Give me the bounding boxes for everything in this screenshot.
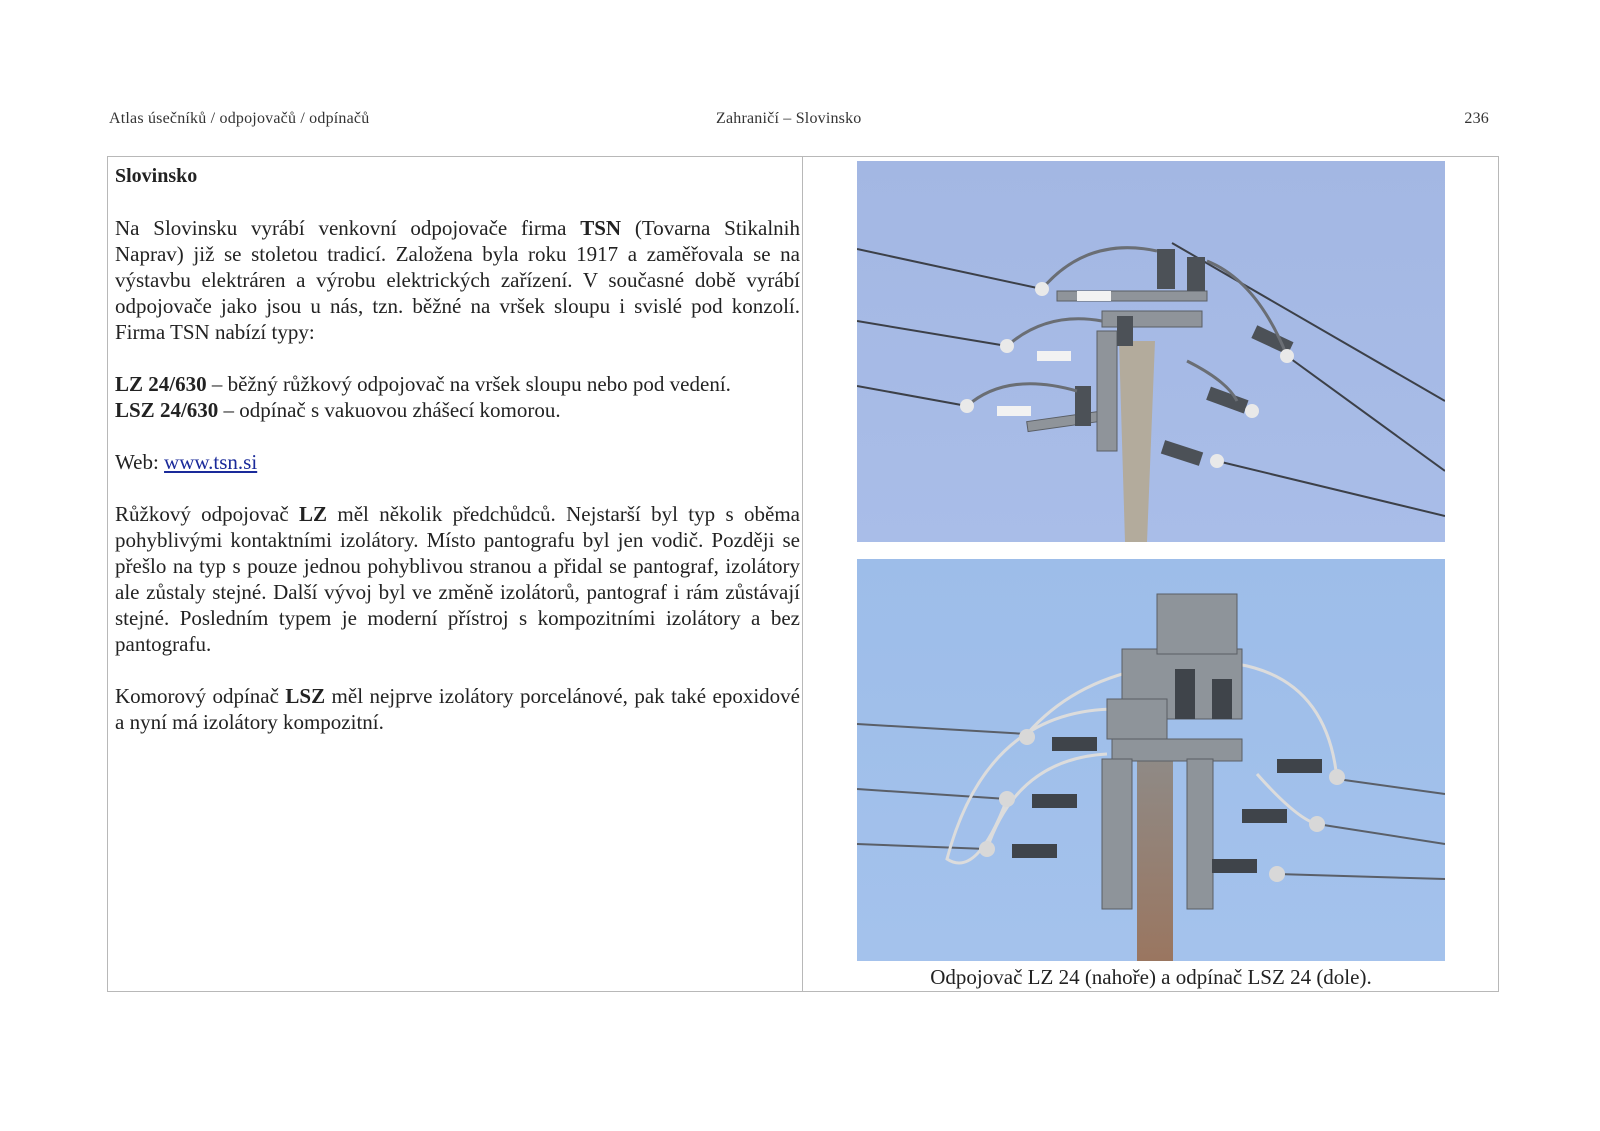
history-paragraph: Růžkový odpojovač LZ měl několik předchůdců. Nejstarší byl typ s oběma pohyblivými kontaktními izolátory. Místo pantografu byl jen vodič. Později se přešlo na typ s pouze jednou pohyblivou stranou a přidal se pantograf, izolátory ale zůstaly stejné. Další vývoj byl ve změně izolátorů, pantograf i rám zůstávají stejné. Posledním typem je moderní přístroj s kompozitními izolátory a bez pantografu. [115, 502, 800, 656]
figure-caption: Odpojovač LZ 24 (nahoře) a odpínač LSZ 24 (dole). [930, 965, 1372, 989]
types-list [115, 371, 800, 423]
column-divider [802, 157, 803, 991]
type-item-lz: LZ 24/630 – běžný růžkový odpojovač na vršek sloupu nebo pod vedení. [115, 372, 731, 396]
web-link[interactable]: www.tsn.si [164, 450, 258, 474]
type-item-lsz: LSZ 24/630 – odpínač s vakuovou zhášecí komorou. [115, 398, 561, 422]
intro-paragraph: Na Slovinsku vyrábí venkovní odpojovače firma TSN (Tovarna Stikalnih Naprav) již se stoletou tradicí. Založena byla roku 1917 a zaměřovala se na výstavbu elektráren a výrobu elektrických zařízení. V současné době vyrábí odpojovače jako jsou u nás, tzn. běžné na vršek sloupu i svislé pod konzolí. Firma TSN nabízí typy: [115, 216, 800, 344]
photo-lsz24 [857, 559, 1445, 961]
web-line: Web: www.tsn.si [115, 450, 258, 474]
chamber-paragraph: Komorový odpínač LSZ měl nejprve izolátory porcelánové, pak také epoxidové a nyní má izolátory kompozitní. [115, 684, 800, 734]
content-table [107, 156, 1499, 992]
header-section: Zahraničí – Slovinsko [716, 110, 862, 127]
section-heading: Slovinsko [115, 165, 198, 187]
text-column [115, 163, 800, 761]
photo-lz24 [857, 161, 1445, 542]
company-name: TSN [580, 216, 622, 240]
header-title: Atlas úsečníků / odpojovačů / odpínačů [109, 110, 370, 127]
page-number: 236 [1464, 110, 1489, 127]
